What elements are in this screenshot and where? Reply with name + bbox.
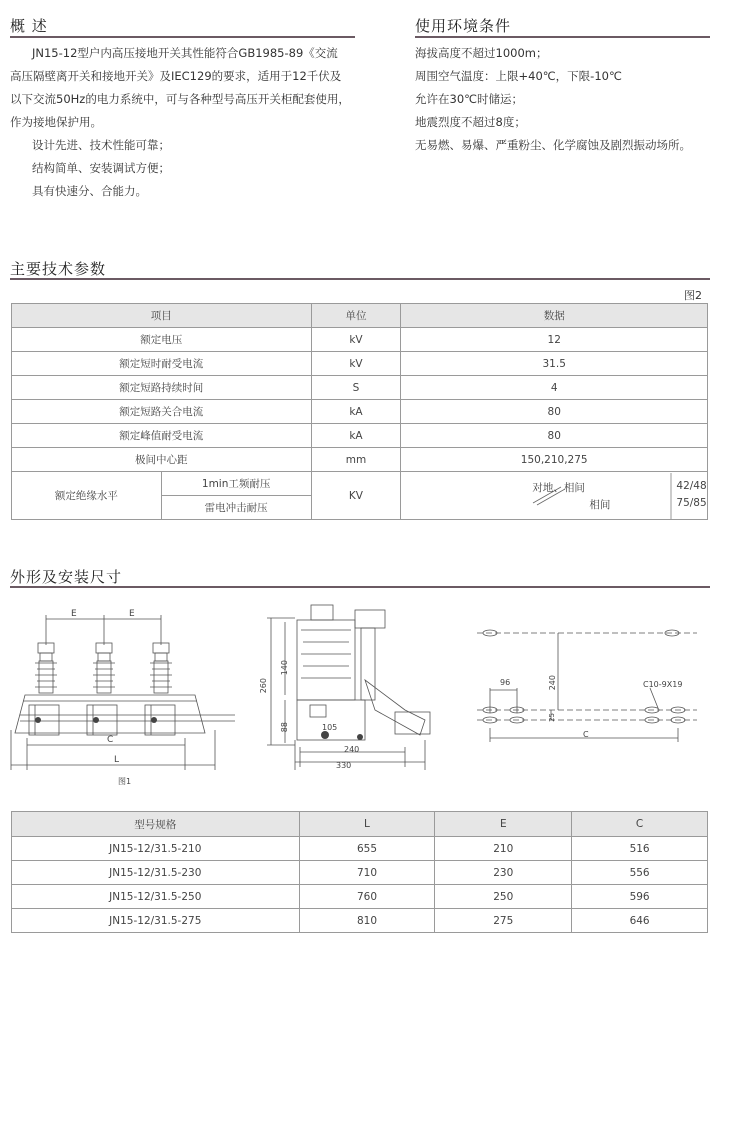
params-rule [10, 278, 710, 280]
overview-heading: 概 述 [10, 17, 48, 35]
plan-label-hole: C10-9X19 [643, 680, 683, 689]
table-row [12, 861, 708, 885]
overview-line: 结构简单、安装调试方便； [32, 161, 170, 175]
table-row [12, 909, 708, 933]
overview-text [10, 42, 350, 203]
table-row [12, 837, 708, 861]
header-model: 型号规格 [12, 812, 300, 837]
table-row [12, 328, 708, 352]
front-label-e2: E [129, 609, 135, 619]
insulation-sub1: 1min工频耐压 [161, 472, 311, 496]
overview-line: 作为接地保护用。 [10, 115, 102, 129]
side-label-88: 88 [280, 722, 289, 733]
cell-c: 646 [572, 909, 708, 933]
cell-value: 150,210,275 [401, 448, 708, 472]
environment-heading: 使用环境条件 [415, 17, 512, 35]
table-header-row [12, 304, 708, 328]
cell-c: 596 [572, 885, 708, 909]
table-header-row [12, 812, 708, 837]
environment-line: 周围空气温度：上限+40℃，下限-10℃ [415, 69, 622, 83]
insulation-label: 额定绝缘水平 [12, 472, 162, 520]
params-table [11, 303, 708, 520]
insulation-diag-top: 对地、相间 [532, 481, 585, 494]
header-l: L [299, 812, 435, 837]
environment-line: 海拔高度不超过1000m； [415, 46, 548, 60]
overview-line: JN15-12型户内高压接地开关其性能符合GB1985-89《交流 [32, 46, 338, 60]
table-row [12, 352, 708, 376]
cell-unit: S [311, 376, 401, 400]
cell-l: 655 [299, 837, 435, 861]
cell-c: 556 [572, 861, 708, 885]
cell-e: 210 [435, 837, 572, 861]
cell-model: JN15-12/31.5-275 [12, 909, 300, 933]
dimensions-table [11, 811, 708, 933]
cell-unit: kV [311, 328, 401, 352]
cell-e: 230 [435, 861, 572, 885]
insulation-diag-bottom: 相间 [589, 498, 611, 511]
cell-item: 额定电压 [12, 328, 312, 352]
insulation-unit: KV [311, 472, 401, 520]
overview-rule [10, 36, 355, 38]
overview-line: 设计先进、技术性能可靠； [32, 138, 170, 152]
environment-text [415, 42, 691, 157]
cell-e: 250 [435, 885, 572, 909]
insulation-values [401, 472, 708, 520]
cell-unit: kV [311, 352, 401, 376]
cell-value: 31.5 [401, 352, 708, 376]
table-row [12, 885, 708, 909]
front-view-drawing [5, 605, 235, 785]
table-row [12, 400, 708, 424]
dimensions-rule [10, 586, 710, 588]
cell-l: 810 [299, 909, 435, 933]
cell-model: JN15-12/31.5-250 [12, 885, 300, 909]
insulation-val2: 75/85 [676, 496, 707, 509]
insulation-sub2: 雷电冲击耐压 [161, 496, 311, 520]
table-row [12, 448, 708, 472]
overview-line: 以下交流50Hz的电力系统中，可与各种型号高压开关柜配套使用， [10, 92, 350, 106]
cell-model: JN15-12/31.5-230 [12, 861, 300, 885]
header-unit: 单位 [311, 304, 401, 328]
plan-label-c: C [583, 730, 589, 739]
side-label-260: 260 [259, 678, 268, 694]
table-row [12, 376, 708, 400]
params-heading: 主要技术参数 [10, 260, 107, 278]
insulation-val1: 42/48 [676, 479, 707, 492]
cell-value: 12 [401, 328, 708, 352]
header-item: 项目 [12, 304, 312, 328]
figure-1-caption: 图1 [118, 777, 132, 786]
table-row [12, 424, 708, 448]
header-data: 数据 [401, 304, 708, 328]
cell-value: 80 [401, 424, 708, 448]
cell-unit: kA [311, 424, 401, 448]
environment-line: 无易燃、易爆、严重粉尘、化学腐蚀及剧烈振动场所。 [415, 138, 691, 152]
cell-item: 额定短时耐受电流 [12, 352, 312, 376]
cell-c: 516 [572, 837, 708, 861]
cell-e: 275 [435, 909, 572, 933]
overview-line: 高压隔壁离开关和接地开关》及IEC129的要求，适用于12千伏及 [10, 69, 342, 83]
cell-item: 额定短路持续时间 [12, 376, 312, 400]
cell-value: 80 [401, 400, 708, 424]
plan-label-25: 25 [548, 713, 556, 722]
side-label-240: 240 [344, 745, 360, 754]
table-row [12, 472, 708, 496]
cell-value: 4 [401, 376, 708, 400]
cell-l: 760 [299, 885, 435, 909]
header-e: E [435, 812, 572, 837]
front-label-c: C [107, 735, 114, 745]
plan-label-96: 96 [500, 678, 511, 687]
plan-label-240: 240 [548, 675, 557, 691]
cell-unit: mm [311, 448, 401, 472]
environment-line: 允许在30℃时储运； [415, 92, 524, 106]
overview-line: 具有快速分、合能力。 [32, 184, 147, 198]
cell-item: 额定短路关合电流 [12, 400, 312, 424]
front-label-l: L [114, 755, 120, 765]
cell-item: 极间中心距 [12, 448, 312, 472]
cell-l: 710 [299, 861, 435, 885]
environment-line: 地震烈度不超过8度； [415, 115, 526, 129]
dimensions-heading: 外形及安装尺寸 [10, 568, 123, 586]
cell-unit: kA [311, 400, 401, 424]
header-c: C [572, 812, 708, 837]
figure-2-label: 图2 [684, 289, 702, 302]
side-label-105: 105 [322, 723, 338, 732]
cell-item: 额定峰值耐受电流 [12, 424, 312, 448]
front-label-e1: E [71, 609, 77, 619]
side-label-140: 140 [280, 660, 289, 676]
cell-model: JN15-12/31.5-210 [12, 837, 300, 861]
side-label-330: 330 [336, 761, 352, 770]
environment-rule [415, 36, 710, 38]
